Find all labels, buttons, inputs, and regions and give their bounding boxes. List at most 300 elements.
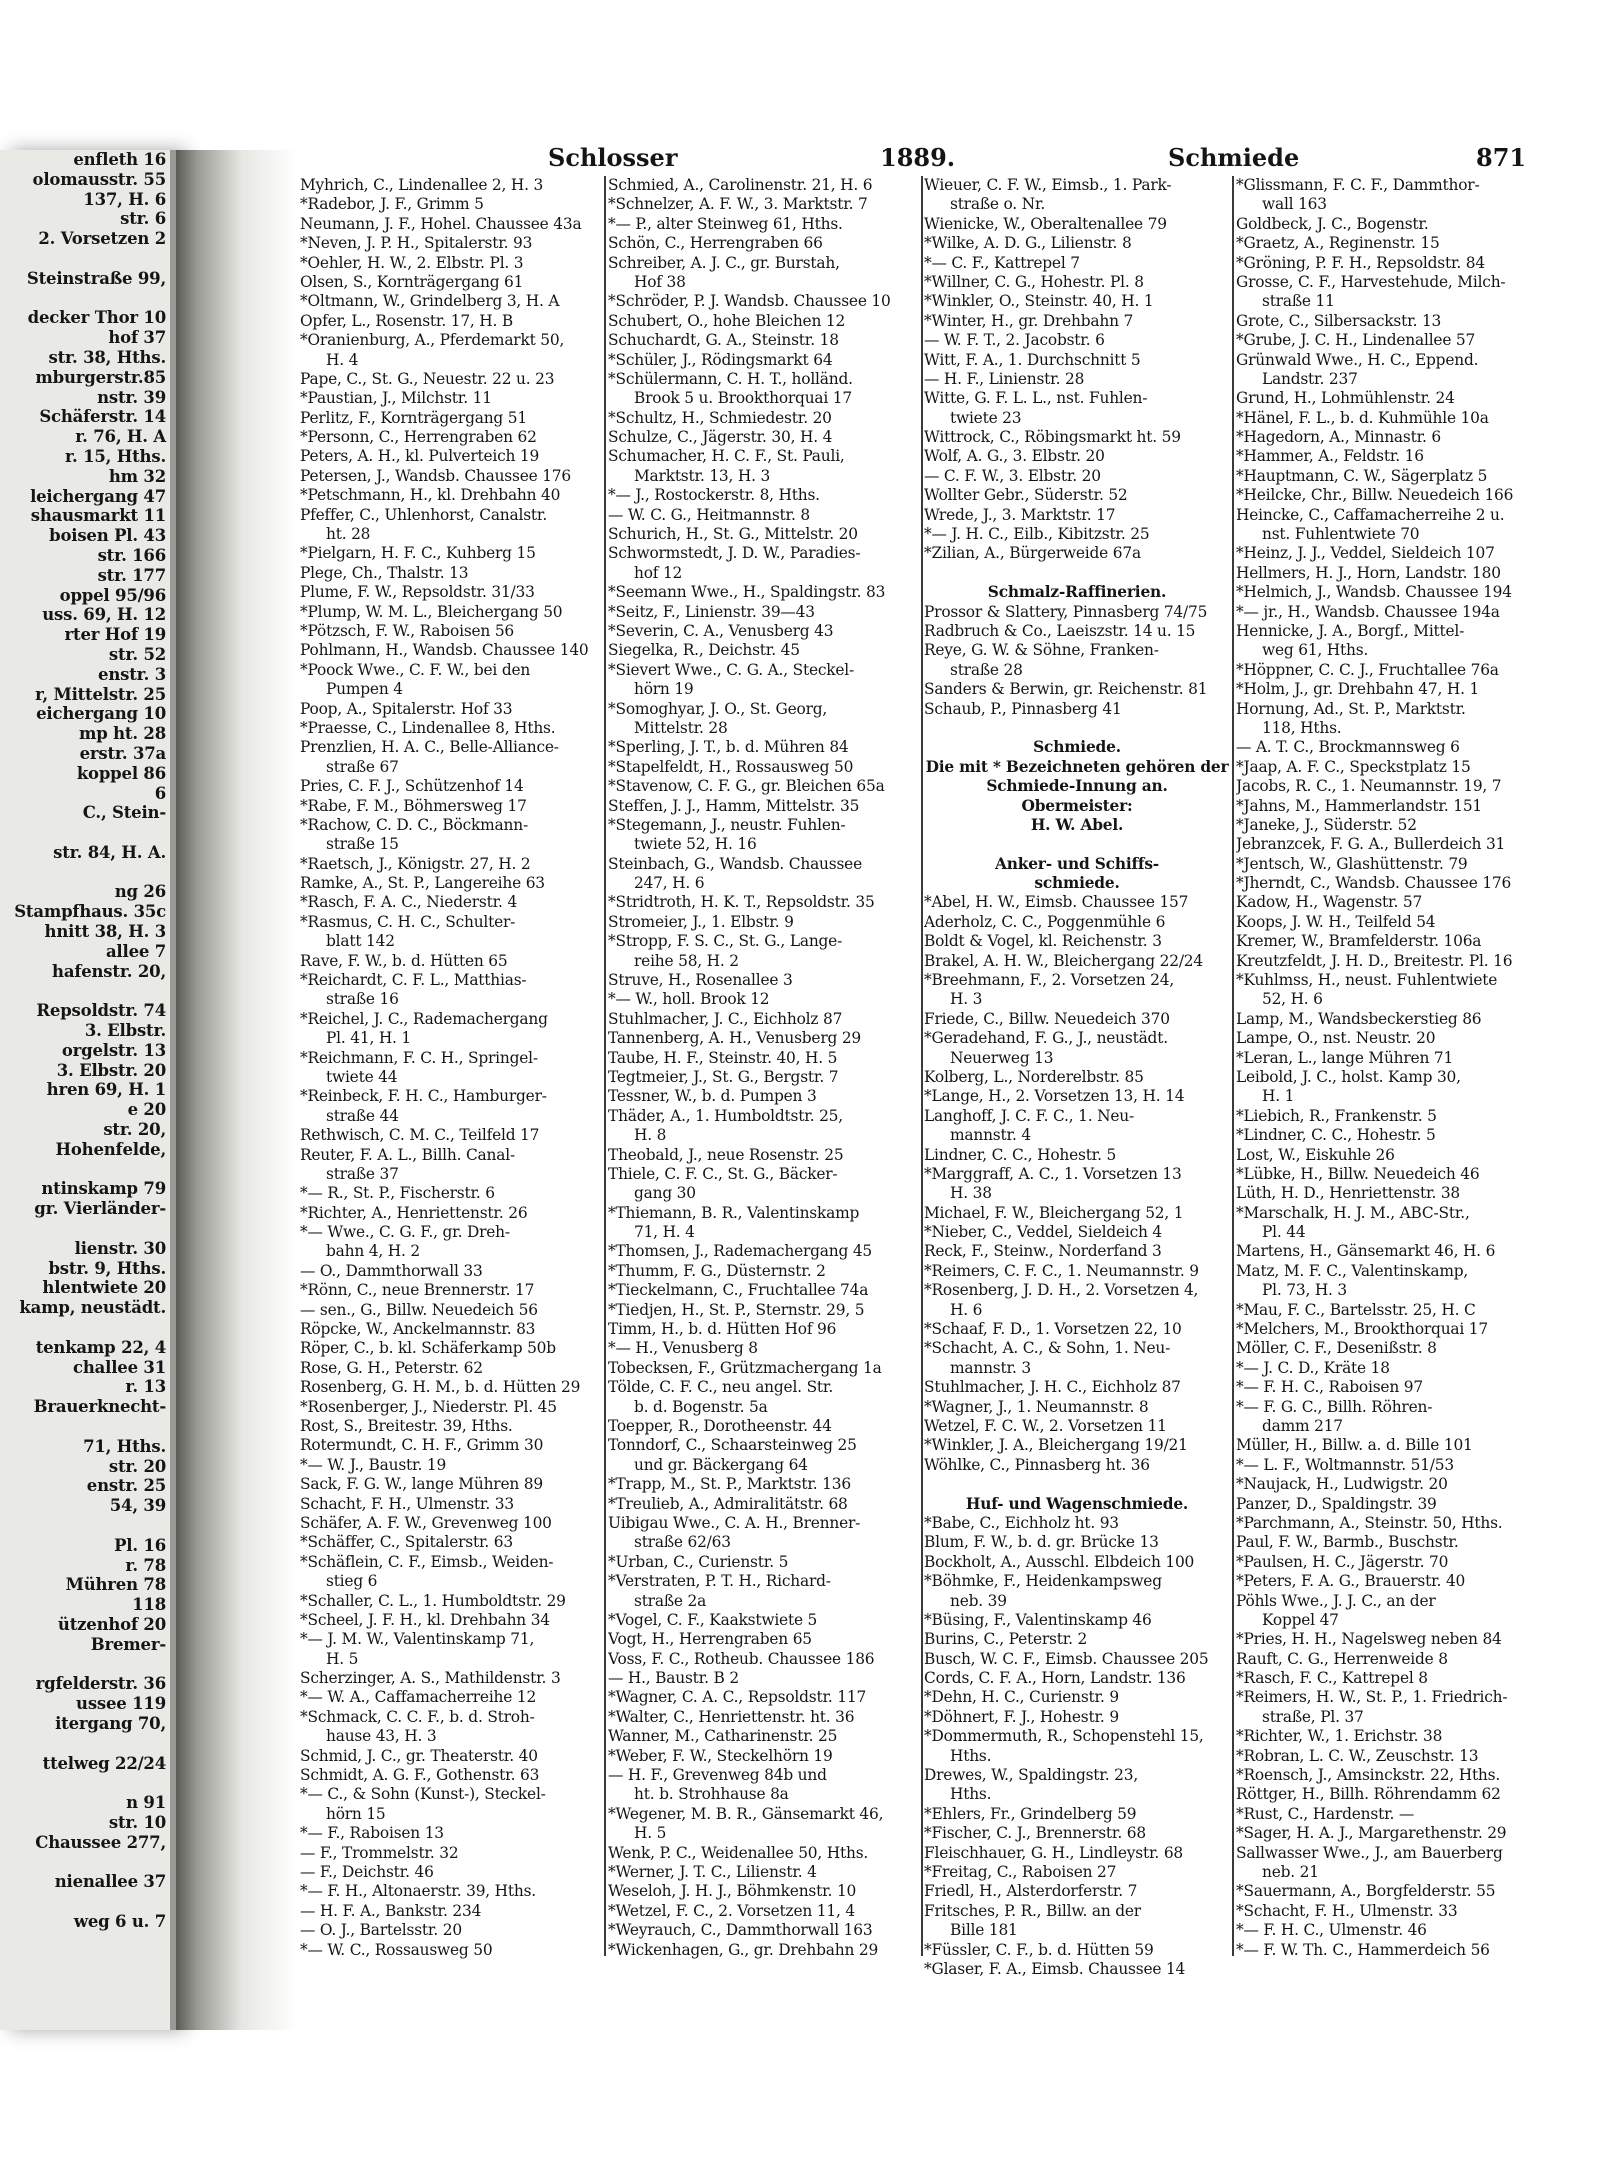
directory-entry: Paul, F. W., Barmb., Buschstr. — [1236, 1533, 1459, 1552]
directory-entry: Scherzinger, A. S., Mathildenstr. 3 — [300, 1669, 561, 1688]
directory-entry: *— W. C., Rossausweg 50 — [300, 1940, 493, 1959]
directory-entry: Rethwisch, C. M. C., Teilfeld 17 — [300, 1126, 540, 1145]
directory-entry: *Jahns, M., Hammerlandstr. 151 — [1236, 796, 1483, 815]
directory-entry: — F., Deichstr. 46 — [300, 1862, 434, 1881]
directory-entry: *— W. J., Baustr. 19 — [300, 1455, 447, 1474]
directory-entry: *— W., holl. Brook 12 — [608, 990, 770, 1009]
directory-entry: Martens, H., Gänsemarkt 46, H. 6 — [1236, 1242, 1496, 1261]
directory-entry: Röper, C., b. kl. Schäferkamp 50b — [300, 1339, 556, 1358]
left-page-line: str. 52 — [108, 644, 166, 664]
directory-entry: *Wagner, C. A. C., Repsoldstr. 117 — [608, 1688, 867, 1707]
directory-entry: H. 8 — [634, 1126, 667, 1145]
section-heading: Anker- und Schiffs- — [995, 854, 1159, 873]
directory-entry: Wittrock, C., Röbingsmarkt ht. 59 — [924, 428, 1181, 447]
directory-entry: Lampe, O., nst. Neustr. 20 — [1236, 1029, 1436, 1048]
directory-entry: Opfer, L., Rosenstr. 17, H. B — [300, 311, 514, 330]
directory-entry: straße 44 — [326, 1106, 399, 1125]
column-rule — [921, 176, 923, 1956]
directory-entry: Friedl, H., Alsterdorferstr. 7 — [924, 1882, 1138, 1901]
directory-entry: gang 30 — [634, 1184, 696, 1203]
directory-entry: Sack, F. G. W., lange Mühren 89 — [300, 1475, 543, 1494]
directory-entry: *Winkler, J. A., Bleichergang 19/21 — [924, 1436, 1188, 1455]
directory-entry: Hellmers, H. J., Horn, Landstr. 180 — [1236, 563, 1501, 582]
header-left-word: Schlosser — [548, 143, 678, 172]
page-header — [300, 143, 1530, 179]
directory-entry: mannstr. 4 — [950, 1126, 1031, 1145]
directory-entry: Poop, A., Spitalerstr. Hof 33 — [300, 699, 513, 718]
directory-entry: *Grube, J. C. H., Lindenallee 57 — [1236, 331, 1476, 350]
directory-entry: Tobecksen, F., Grützmachergang 1a — [608, 1358, 882, 1377]
left-page-line — [0, 289, 170, 309]
left-page-line: hm 32 — [108, 466, 166, 486]
directory-entry: Schulze, C., Jägerstr. 30, H. 4 — [608, 428, 833, 447]
directory-entry: Reuter, F. A. L., Billh. Canal- — [300, 1145, 515, 1164]
left-page-line: str. 6 — [120, 209, 166, 229]
directory-entry: Mittelstr. 28 — [634, 718, 728, 737]
left-page-line: str. 38, Hths. — [48, 347, 166, 367]
directory-entry: *— F. H., Altonaerstr. 39, Hths. — [300, 1882, 536, 1901]
directory-entry: *— J. C. D., Kräte 18 — [1236, 1358, 1390, 1377]
directory-entry: *Rachow, C. D. C., Böckmann- — [300, 815, 528, 834]
directory-entry: Theobald, J., neue Rosenstr. 25 — [608, 1145, 844, 1164]
directory-entry: — A. T. C., Brockmannsweg 6 — [1236, 738, 1460, 757]
directory-entry: straße 62/63 — [634, 1533, 731, 1552]
left-page-line: enstr. 25 — [86, 1476, 166, 1496]
directory-entry: *Vogel, C. F., Kaakstwiete 5 — [608, 1610, 818, 1629]
directory-entry: *Reichel, J. C., Rademachergang — [300, 1009, 548, 1028]
directory-entry: Pries, C. F. J., Schützenhof 14 — [300, 777, 524, 796]
directory-entry: Matz, M. F. C., Valentinskamp, — [1236, 1261, 1469, 1280]
directory-entry: Aderholz, C. C., Poggenmühle 6 — [924, 912, 1166, 931]
left-page-line: rgfelderstr. 36 — [35, 1674, 166, 1694]
left-page-line: r. 13 — [125, 1377, 166, 1397]
left-page-line: lienstr. 30 — [74, 1238, 166, 1258]
left-page-line: olomausstr. 55 — [32, 169, 166, 189]
directory-entry: Bille 181 — [950, 1921, 1018, 1940]
directory-entry: *Stridtroth, H. K. T., Repsoldstr. 35 — [608, 893, 875, 912]
directory-entry: *Werner, J. T. C., Lilienstr. 4 — [608, 1862, 817, 1881]
directory-entry: *Petschmann, H., kl. Drehbahn 40 — [300, 486, 561, 505]
directory-entry — [924, 835, 1230, 854]
directory-entry: *Holm, J., gr. Drehbahn 47, H. 1 — [1236, 680, 1480, 699]
directory-entry: *— R., St. P., Fischerstr. 6 — [300, 1184, 495, 1203]
directory-entry: hörn 19 — [634, 680, 694, 699]
directory-entry: hof 12 — [634, 563, 683, 582]
directory-entry: *Schäffer, C., Spitalerstr. 63 — [300, 1533, 513, 1552]
directory-entry: Weseloh, J. H. J., Böhmkenstr. 10 — [608, 1882, 857, 1901]
directory-entry: Michael, F. W., Bleichergang 52, 1 — [924, 1203, 1184, 1222]
directory-entry: Schubert, O., hohe Bleichen 12 — [608, 311, 846, 330]
directory-entry: Jebranzcek, F. G. A., Bullerdeich 31 — [1236, 835, 1506, 854]
directory-entry: twiete 52, H. 16 — [634, 835, 757, 854]
left-page-line — [0, 1516, 170, 1536]
directory-entry: *Stropp, F. S. C., St. G., Lange- — [608, 932, 843, 951]
directory-entry: *Babe, C., Eichholz ht. 93 — [924, 1513, 1119, 1532]
directory-entry: Plume, F. W., Repsoldstr. 31/33 — [300, 583, 535, 602]
directory-entry: *— W. A., Caffamacherreihe 12 — [300, 1688, 537, 1707]
directory-entry: *Reichardt, C. F. L., Matthias- — [300, 971, 527, 990]
column-rule — [604, 176, 606, 1956]
directory-entry: Kreutzfeldt, J. H. D., Breitestr. Pl. 16 — [1236, 951, 1513, 970]
left-page-line: boisen Pl. 43 — [49, 526, 166, 546]
left-page-line: str. 20, — [103, 1120, 166, 1140]
left-page-line — [0, 1417, 170, 1437]
page-number: 871 — [1476, 143, 1527, 172]
section-heading: Die mit * Bezeichneten gehören der — [925, 757, 1229, 776]
left-page-line: ttelweg 22/24 — [42, 1753, 166, 1773]
book-gutter — [176, 150, 296, 2030]
left-page-line: 3. Elbstr. 20 — [56, 1060, 166, 1080]
directory-entry: *Thiemann, B. R., Valentinskamp — [608, 1203, 860, 1222]
directory-entry: Koppel 47 — [1262, 1610, 1339, 1629]
directory-entry: — H., Baustr. B 2 — [608, 1669, 739, 1688]
directory-entry: Schmid, J. C., gr. Theaterstr. 40 — [300, 1746, 538, 1765]
directory-entry: *Trapp, M., St. P., Marktstr. 136 — [608, 1475, 851, 1494]
directory-entry: Hths. — [950, 1746, 992, 1765]
directory-entry: *Wilke, A. D. G., Lilienstr. 8 — [924, 234, 1132, 253]
directory-entry: Plege, Ch., Thalstr. 13 — [300, 563, 469, 582]
directory-entry: *— F. H. C., Raboisen 97 — [1236, 1378, 1423, 1397]
directory-entry: *Nieber, C., Veddel, Sieldeich 4 — [924, 1223, 1163, 1242]
directory-entry: Grünwald Wwe., H. C., Eppend. — [1236, 350, 1479, 369]
directory-entry: *Glaser, F. A., Eimsb. Chaussee 14 — [924, 1959, 1186, 1976]
directory-entry: *Schacht, F. H., Ulmenstr. 33 — [1236, 1901, 1458, 1920]
directory-entry: Müller, H., Billw. a. d. Bille 101 — [1236, 1436, 1473, 1455]
directory-entry: *Verstraten, P. T. H., Richard- — [608, 1572, 831, 1591]
directory-entry: *Pötzsch, F. W., Raboisen 56 — [300, 621, 515, 640]
directory-entry: — H. F. A., Bankstr. 234 — [300, 1901, 482, 1920]
directory-entry: *Thumm, F. G., Düsternstr. 2 — [608, 1261, 826, 1280]
left-page-line: str. 84, H. A. — [53, 842, 166, 862]
column-1 — [300, 176, 600, 1976]
directory-entry: Schurich, H., St. G., Mittelstr. 20 — [608, 525, 858, 544]
directory-entry: Siegelka, R., Deichstr. 45 — [608, 641, 800, 660]
directory-entry: Pfeffer, C., Uhlenhorst, Canalstr. — [300, 505, 548, 524]
directory-entry: Schacht, F. H., Ulmenstr. 33 — [300, 1494, 514, 1513]
directory-entry: *Sperling, J. T., b. d. Mühren 84 — [608, 738, 849, 757]
directory-entry: — W. F. T., 2. Jacobstr. 6 — [924, 331, 1105, 350]
left-page-line — [0, 823, 170, 843]
directory-entry: Röttger, H., Billh. Röhrendamm 62 — [1236, 1785, 1501, 1804]
directory-entry: *Geradehand, F. G., J., neustädt. — [924, 1029, 1168, 1048]
directory-entry: neb. 21 — [1262, 1862, 1319, 1881]
left-page-line: uss. 69, H. 12 — [42, 605, 166, 625]
directory-entry: bahn 4, H. 2 — [326, 1242, 420, 1261]
left-page-line: Steinstraße 99, — [26, 268, 166, 288]
directory-entry: Kremer, W., Bramfelderstr. 106a — [1236, 932, 1482, 951]
directory-entry: Brakel, A. H. W., Bleichergang 22/24 — [924, 951, 1203, 970]
directory-entry: *Liebich, R., Frankenstr. 5 — [1236, 1106, 1437, 1125]
directory-entry: 52, H. 6 — [1262, 990, 1323, 1009]
directory-entry: *Schultz, H., Schmiedestr. 20 — [608, 408, 832, 427]
directory-entry: *Pries, H. H., Nagelsweg neben 84 — [1236, 1630, 1502, 1649]
directory-entry: Fritsches, P. R., Billw. an der — [924, 1901, 1141, 1920]
directory-entry: b. d. Bogenstr. 5a — [634, 1397, 768, 1416]
left-page-line: gr. Vierländer- — [34, 1199, 166, 1219]
directory-entry: *Marschalk, H. J. M., ABC-Str., — [1236, 1203, 1470, 1222]
directory-entry: Wieuer, C. F. W., Eimsb., 1. Park- — [924, 176, 1172, 194]
left-page-line: r, Mittelstr. 25 — [35, 684, 166, 704]
directory-entry: straße 67 — [326, 757, 399, 776]
directory-entry: *Reichmann, F. C. H., Springel- — [300, 1048, 538, 1067]
left-page-line — [0, 1773, 170, 1793]
left-page-line: hren 69, H. 1 — [46, 1080, 166, 1100]
directory-entry: *Sievert Wwe., C. G. A., Steckel- — [608, 660, 855, 679]
left-page-line: hafenstr. 20, — [52, 961, 166, 981]
directory-entry: Peters, A. H., kl. Pulverteich 19 — [300, 447, 540, 466]
directory-entry: *Tieckelmann, C., Fruchtallee 74a — [608, 1281, 869, 1300]
directory-entry: Myhrich, C., Lindenallee 2, H. 3 — [300, 176, 544, 194]
directory-entry: *Hänel, F. L., b. d. Kuhmühle 10a — [1236, 408, 1489, 427]
directory-entry: *— C. F., Kattrepel 7 — [924, 253, 1080, 272]
directory-entry: *Höppner, C. C. J., Fruchtallee 76a — [1236, 660, 1499, 679]
directory-entry: *Hammer, A., Feldstr. 16 — [1236, 447, 1424, 466]
left-page-line: tenkamp 22, 4 — [35, 1337, 166, 1357]
left-page-line: Brauerknecht- — [33, 1397, 166, 1417]
directory-entry: *Oehler, H. W., 2. Elbstr. Pl. 3 — [300, 253, 524, 272]
directory-entry: *Heinz, J. J., Veddel, Sieldeich 107 — [1236, 544, 1495, 563]
directory-entry: *— L. F., Woltmannstr. 51/53 — [1236, 1455, 1454, 1474]
directory-entry: — sen., G., Billw. Neuedeich 56 — [300, 1300, 538, 1319]
directory-entry: Schumacher, H. C. F., St. Pauli, — [608, 447, 845, 466]
directory-entry: weg 61, Hths. — [1262, 641, 1369, 660]
left-page-line — [0, 1655, 170, 1675]
left-page-line — [0, 1160, 170, 1180]
directory-entry: *Böhmke, F., Heidenkampsweg — [924, 1572, 1162, 1591]
directory-entry: *Jaap, A. F. C., Speckstplatz 15 — [1236, 757, 1471, 776]
directory-entry: neb. 39 — [950, 1591, 1007, 1610]
directory-entry: *Schnelzer, A. F. W., 3. Marktstr. 7 — [608, 195, 868, 214]
directory-entry: Grosse, C. F., Harvestehude, Milch- — [1236, 272, 1506, 291]
directory-entry: — O. J., Bartelsstr. 20 — [300, 1921, 462, 1940]
directory-entry: straße 16 — [326, 990, 399, 1009]
directory-entry: Witte, G. F. L. L., nst. Fuhlen- — [924, 389, 1148, 408]
directory-entry: Grund, H., Lohmühlenstr. 24 — [1236, 389, 1455, 408]
directory-entry: H. 5 — [326, 1649, 359, 1668]
directory-entry: Reck, F., Steinw., Norderfand 3 — [924, 1242, 1162, 1261]
directory-entry: *Wagner, J., 1. Neumannstr. 8 — [924, 1397, 1149, 1416]
directory-entry: *Freitag, C., Raboisen 27 — [924, 1862, 1117, 1881]
directory-entry: *Abel, H. W., Eimsb. Chaussee 157 — [924, 893, 1189, 912]
left-page-line: Bremer- — [90, 1634, 166, 1654]
directory-entry: Tannenberg, A. H., Venusberg 29 — [608, 1029, 862, 1048]
directory-entry: straße 15 — [326, 835, 399, 854]
directory-entry: Blum, F. W., b. d. gr. Brücke 13 — [924, 1533, 1159, 1552]
directory-entry: *Paulsen, H. C., Jägerstr. 70 — [1236, 1552, 1449, 1571]
left-page-line: Schäferstr. 14 — [39, 407, 166, 427]
directory-entry: blatt 142 — [326, 932, 395, 951]
directory-entry: Rost, S., Breitestr. 39, Hths. — [300, 1417, 513, 1435]
directory-entry: *Somoghyar, J. O., St. Georg, — [608, 699, 828, 718]
directory-entry: Wetzel, F. C. W., 2. Vorsetzen 11 — [924, 1417, 1167, 1435]
directory-entry: *Stegemann, J., neustr. Fuhlen- — [608, 815, 846, 834]
directory-entry: Hof 38 — [634, 272, 686, 291]
directory-entry: stieg 6 — [326, 1572, 378, 1591]
left-page-line — [0, 1318, 170, 1338]
directory-entry: Pape, C., St. G., Neuestr. 22 u. 23 — [300, 369, 555, 388]
directory-entry: ht. b. Strohhause 8a — [634, 1785, 789, 1804]
directory-entry: Rauft, C. G., Herrenweide 8 — [1236, 1649, 1448, 1668]
directory-entry: *— H., Venusberg 8 — [608, 1339, 758, 1358]
left-page-line: eichergang 10 — [36, 704, 166, 724]
directory-entry: *Rasch, F. A. C., Niederstr. 4 — [300, 893, 518, 912]
directory-entry: *Schmack, C. C. F., b. d. Stroh- — [300, 1707, 535, 1726]
directory-entry: Thäder, A., 1. Humboldtstr. 25, — [608, 1106, 843, 1125]
directory-entry: Langhoff, J. C. F. C., 1. Neu- — [924, 1106, 1134, 1125]
left-page-line — [0, 249, 170, 269]
directory-entry: Burins, C., Peterstr. 2 — [924, 1630, 1088, 1649]
directory-entry: twiete 23 — [950, 408, 1022, 427]
directory-entry: Fleischhauer, G. H., Lindleystr. 68 — [924, 1843, 1183, 1862]
directory-entry: *Rönn, C., neue Brennerstr. 17 — [300, 1281, 535, 1300]
directory-entry — [924, 564, 1230, 583]
left-page-line — [0, 1219, 170, 1239]
left-page-line: enfleth 16 — [73, 150, 166, 169]
left-page-line: 2. Vorsetzen 2 — [38, 229, 166, 249]
directory-entry: *Mau, F. C., Bartelsstr. 25, H. C — [1236, 1300, 1476, 1319]
directory-entry: Wollter Gebr., Süderstr. 52 — [924, 486, 1128, 505]
directory-entry: *Oltmann, W., Grindelberg 3, H. A — [300, 292, 560, 311]
directory-entry: Prenzlien, H. A. C., Belle-Alliance- — [300, 738, 559, 757]
left-page-line: r. 76, H. A — [75, 427, 166, 447]
directory-entry: H. 4 — [326, 350, 359, 369]
left-page-line: Mühren 78 — [65, 1575, 166, 1595]
directory-entry: *Lange, H., 2. Vorsetzen 13, H. 14 — [924, 1087, 1185, 1106]
directory-entry: *Wickenhagen, G., gr. Drehbahn 29 — [608, 1940, 879, 1959]
directory-entry: *Walter, C., Henriettenstr. ht. 36 — [608, 1707, 855, 1726]
directory-entry: *Schaller, C. L., 1. Humboldtstr. 29 — [300, 1591, 566, 1610]
left-page-line: ussee 119 — [76, 1694, 166, 1714]
left-page-line: str. 20 — [108, 1456, 166, 1476]
directory-entry: Perlitz, F., Kornträgergang 51 — [300, 408, 527, 427]
directory-entry: Boldt & Vogel, kl. Reichenstr. 3 — [924, 932, 1162, 951]
directory-entry: — W. C. G., Heitmannstr. 8 — [608, 505, 810, 524]
left-page-line: nstr. 39 — [97, 387, 166, 407]
directory-entry: *Urban, C., Curienstr. 5 — [608, 1552, 789, 1571]
directory-entry: Stuhlmacher, J. C., Eichholz 87 — [608, 1009, 843, 1028]
directory-entry: hörn 15 — [326, 1804, 386, 1823]
directory-entry: Struve, H., Rosenallee 3 — [608, 971, 793, 990]
directory-entry: 71, H. 4 — [634, 1223, 695, 1242]
directory-entry: Wolf, A. G., 3. Elbstr. 20 — [924, 447, 1105, 466]
left-page-line: mburgerstr.85 — [35, 367, 166, 387]
left-page-line: orgelstr. 13 — [61, 1040, 166, 1060]
directory-entry: Uibigau Wwe., C. A. H., Brenner- — [608, 1513, 861, 1532]
directory-entry: Schwormstedt, J. D. W., Paradies- — [608, 544, 861, 563]
directory-entry: — H. F., Linienstr. 28 — [924, 369, 1085, 388]
directory-entry: Hornung, Ad., St. P., Marktstr. — [1236, 699, 1466, 718]
directory-entry: *Füssler, C. F., b. d. Hütten 59 — [924, 1940, 1154, 1959]
directory-entry: Brook 5 u. Brookthorquai 17 — [634, 389, 852, 408]
directory-entry: wall 163 — [1262, 195, 1327, 214]
left-page-line: 118 — [132, 1595, 166, 1615]
directory-entry: *Seemann Wwe., H., Spaldingstr. 83 — [608, 583, 886, 602]
section-heading: Schmalz-Raffinerien. — [987, 583, 1167, 602]
directory-entry: *Schaaf, F. D., 1. Vorsetzen 22, 10 — [924, 1320, 1182, 1339]
directory-entry: Busch, W. C. F., Eimsb. Chaussee 205 — [924, 1649, 1209, 1668]
directory-entry: Petersen, J., Wandsb. Chaussee 176 — [300, 466, 571, 485]
left-page-line — [0, 1853, 170, 1873]
section-heading: Schmiede-Innung an. — [986, 777, 1168, 796]
directory-entry: *— P., alter Steinweg 61, Hths. — [608, 214, 843, 233]
directory-entry: *Oranienburg, A., Pferdemarkt 50, — [300, 331, 565, 350]
directory-entry: — H. F., Grevenweg 84b und — [608, 1766, 827, 1785]
left-page-line: shausmarkt 11 — [30, 506, 166, 526]
directory-entry: Tölde, C. F. C., neu angel. Str. — [608, 1378, 834, 1397]
left-page-line: 6 — [154, 783, 166, 803]
directory-entry: *Parchmann, A., Steinstr. 50, Hths. — [1236, 1513, 1503, 1532]
directory-entry: *Weyrauch, C., Dammthorwall 163 — [608, 1921, 873, 1940]
left-page-line: Repsoldstr. 74 — [36, 1001, 166, 1021]
directory-entry: Goldbeck, J. C., Bogenstr. — [1236, 214, 1429, 233]
directory-entry: *Schröder, P. J. Wandsb. Chaussee 10 — [608, 292, 891, 311]
left-page-line: Chaussee 277, — [35, 1832, 166, 1852]
directory-entry: *Pielgarn, H. F. C., Kuhberg 15 — [300, 544, 536, 563]
directory-entry: *Rosenberg, J. D. H., 2. Vorsetzen 4, — [924, 1281, 1199, 1300]
left-page-line: koppel 86 — [76, 763, 166, 783]
directory-entry: ht. 28 — [326, 525, 371, 544]
directory-entry: *Stavenow, C. F. G., gr. Bleichen 65a — [608, 777, 885, 796]
directory-entry: Rose, G. H., Peterstr. 62 — [300, 1358, 483, 1377]
directory-entry: Schön, C., Herrengraben 66 — [608, 234, 823, 253]
left-page-line: oppel 95/96 — [59, 585, 166, 605]
directory-entry: Schuchardt, G. A., Steinstr. 18 — [608, 331, 839, 350]
directory-entry: *Winkler, O., Steinstr. 40, H. 1 — [924, 292, 1154, 311]
directory-entry: Wöhlke, C., Pinnasberg ht. 36 — [924, 1455, 1150, 1474]
left-page-line: nienallee 37 — [54, 1872, 166, 1892]
left-page-line: enstr. 3 — [98, 664, 166, 684]
directory-entry: Kolberg, L., Norderelbstr. 85 — [924, 1067, 1144, 1086]
directory-entry: Steffen, J. J., Hamm, Mittelstr. 35 — [608, 796, 860, 815]
directory-entry: Pl. 41, H. 1 — [326, 1029, 412, 1048]
directory-entry: *Rasmus, C. H. C., Schulter- — [300, 912, 516, 931]
left-page-line: 71, Hths. — [83, 1436, 166, 1456]
directory-entry: Tegtmeier, J., St. G., Bergstr. 7 — [608, 1067, 839, 1086]
directory-entry: *Hagedorn, A., Minnastr. 6 — [1236, 428, 1442, 447]
directory-entry: *— F. H. C., Ulmenstr. 46 — [1236, 1921, 1427, 1940]
directory-entry: Drewes, W., Spaldingstr. 23, — [924, 1766, 1139, 1785]
directory-entry: Röpcke, W., Anckelmannstr. 83 — [300, 1320, 536, 1339]
directory-entry: Ramke, A., St. P., Langereihe 63 — [300, 874, 545, 893]
directory-entry: *— J. H. C., Eilb., Kibitzstr. 25 — [924, 525, 1150, 544]
directory-entry: Olsen, S., Kornträgergang 61 — [300, 272, 524, 291]
directory-entry: *Lübke, H., Billw. Neuedeich 46 — [1236, 1164, 1480, 1183]
directory-entry: Grote, C., Silbersackstr. 13 — [1236, 311, 1442, 330]
directory-entry: *Gröning, P. F. H., Repsoldstr. 84 — [1236, 253, 1485, 272]
left-page-line: r. 15, Hths. — [65, 446, 166, 466]
directory-entry: *Schäflein, C. F., Eimsb., Weiden- — [300, 1552, 554, 1571]
directory-entry: *— C., & Sohn (Kunst-), Steckel- — [300, 1785, 546, 1804]
directory-entry: *Severin, C. A., Venusberg 43 — [608, 621, 834, 640]
directory-entry: Stuhlmacher, J. H. C., Eichholz 87 — [924, 1378, 1181, 1397]
directory-entry: Vogt, H., Herrengraben 65 — [608, 1630, 812, 1649]
directory-entry: *Leran, L., lange Mühren 71 — [1236, 1048, 1454, 1067]
left-page-line: r. 78 — [125, 1555, 166, 1575]
directory-entry: *Reimers, H. W., St. P., 1. Friedrich- — [1236, 1688, 1508, 1707]
directory-entry: Schmidt, A. G. F., Gothenstr. 63 — [300, 1766, 540, 1785]
directory-entry: *Paustian, J., Milchstr. 11 — [300, 389, 492, 408]
directory-entry: *Poock Wwe., C. F. W., bei den — [300, 660, 531, 679]
left-page-line: str. 166 — [97, 545, 166, 565]
directory-entry: *— F. G. C., Billh. Röhren- — [1236, 1397, 1433, 1416]
left-page-line: str. 177 — [97, 565, 166, 585]
directory-entry: *Willner, C. G., Hohestr. Pl. 8 — [924, 272, 1144, 291]
directory-entry: *Schüler, J., Rödingsmarkt 64 — [608, 350, 833, 369]
directory-entry: *Neven, J. P. H., Spitalerstr. 93 — [300, 234, 533, 253]
directory-entry: Toepper, R., Dorotheenstr. 44 — [608, 1417, 832, 1435]
directory-entry: *Sauermann, A., Borgfelderstr. 55 — [1236, 1882, 1496, 1901]
column-3 — [924, 176, 1230, 1976]
